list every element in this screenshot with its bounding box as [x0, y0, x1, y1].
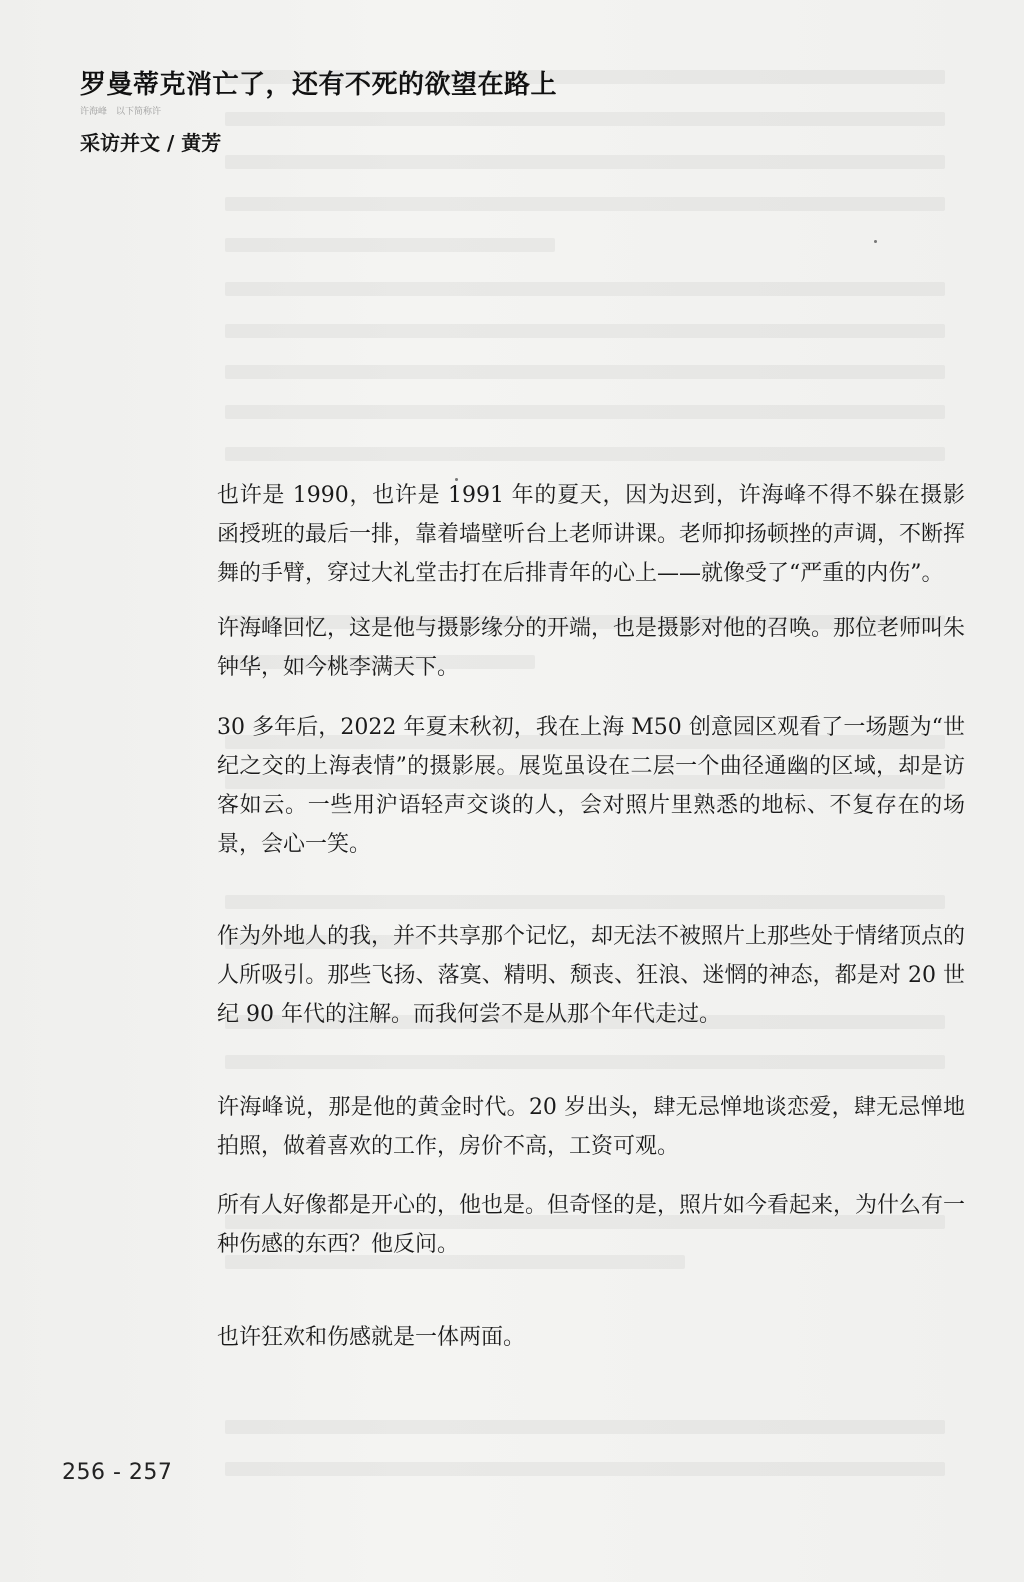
paragraph: 所有人好像都是开心的，他也是。但奇怪的是，照片如今看起来，为什么有一种伤感的东西？他反问。: [217, 1193, 966, 1257]
paper-speck: [455, 478, 458, 481]
article-body: [217, 476, 965, 1357]
paragraph: 许海峰说，那是他的黄金时代。20 岁出头，肆无忌惮地谈恋爱，肆无忌惮地拍照，做着喜欢的工作，房价不高，工资可观。: [217, 1095, 965, 1159]
article-title: 罗曼蒂克消亡了，还有不死的欲望在路上: [80, 70, 558, 100]
byline: 采访并文 / 黄芳: [80, 131, 222, 155]
ghost-line: [225, 365, 945, 379]
interview-note: 许海峰 以下简称许: [80, 107, 162, 117]
paragraph: 30 多年后，2022 年夏末秋初，我在上海 M50 创意园区观看了一场题为“世纪之交的上海表情”的摄影展。展览虽设在二层一个曲径通幽的区域，却是访客如云。一些用沪语轻声交谈的人，会对照片里熟悉的地标、不复存在的场景，会心一笑。: [217, 715, 965, 857]
paragraph: 也许狂欢和伤感就是一体两面。: [217, 1325, 526, 1350]
ghost-line: [225, 447, 945, 461]
paper-speck: [874, 240, 877, 243]
ghost-line: [225, 197, 945, 211]
ghost-line: [225, 282, 945, 296]
paragraph: 作为外地人的我，并不共享那个记忆，却无法不被照片上那些处于情绪顶点的人所吸引。那些飞扬、落寞、精明、颓丧、狂浪、迷惘的神态，都是对 20 世纪 90 年代的注解。而我何尝不是从那个年代走过。: [217, 924, 966, 1027]
paragraph: 许海峰回忆，这是他与摄影缘分的开端，也是摄影对他的召唤。那位老师叫朱钟华，如今桃李满天下。: [217, 616, 966, 680]
ghost-line: [225, 405, 945, 419]
page-numbers: 256 - 257: [62, 1460, 173, 1485]
ghost-line: [225, 1462, 945, 1476]
ghost-line: [225, 238, 555, 252]
ghost-line: [225, 1420, 945, 1434]
ghost-line: [225, 112, 945, 126]
ghost-line: [225, 155, 945, 169]
paragraph: 也许是 1990，也许是 1991 年的夏天，因为迟到，许海峰不得不躲在摄影函授班的最后一排，靠着墙壁听台上老师讲课。老师抑扬顿挫的声调，不断挥舞的手臂，穿过大礼堂击打在后排青年的心上——就像受了“严重的内伤”。: [217, 483, 966, 586]
ghost-line: [225, 324, 945, 338]
